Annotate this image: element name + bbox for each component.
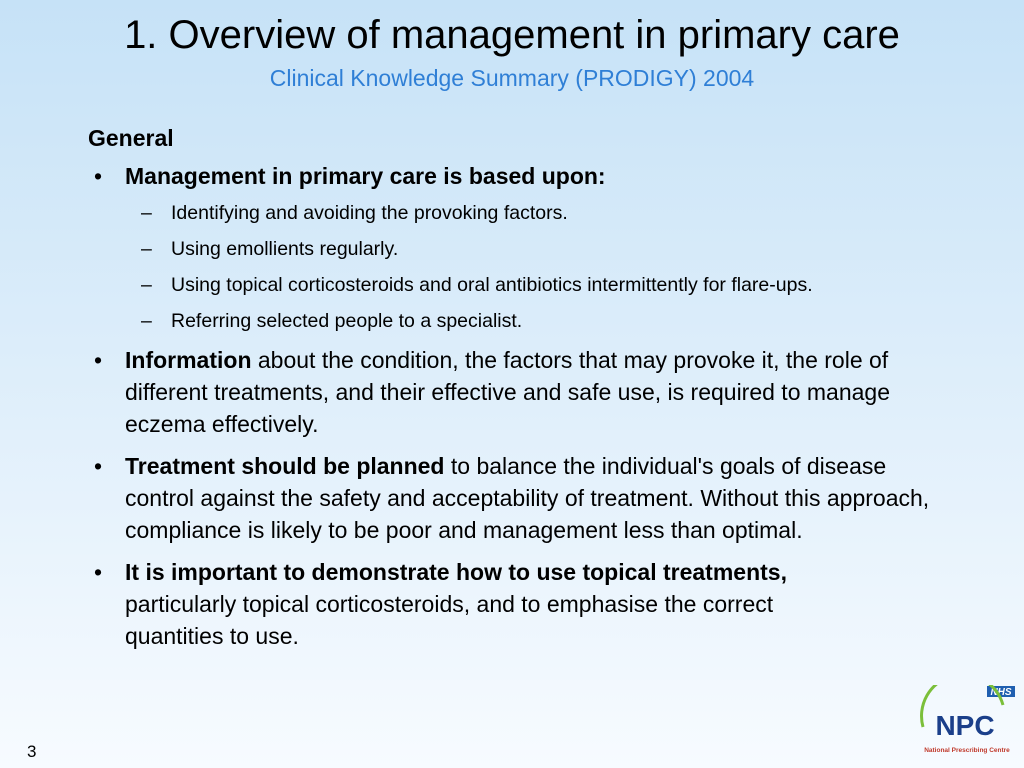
bullet-text: to balance the individual's goals of disease control against the safety and acceptability of treatment. Without this approach, compliance is likely to be poor and management less than optimal. — [125, 453, 930, 543]
bullet-bold-text: Information — [125, 347, 252, 373]
subitem-corticosteroids — [88, 270, 931, 300]
subitem-emollients — [88, 234, 948, 264]
bullet-item-management — [88, 160, 948, 192]
subitem-text: Using topical corticosteroids and oral antibiotics intermittently for flare-ups. — [171, 274, 813, 296]
nhs-badge-text: NHS — [990, 687, 1012, 698]
bullet-bold-text: It is important to demonstrate how to use topical treatments, — [125, 559, 787, 585]
slide-title: 1. Overview of management in primary care — [124, 13, 900, 57]
bullet-marker: • — [93, 347, 103, 373]
slide-content — [88, 122, 948, 652]
bullet-bold-text: Management in primary care is based upon: — [125, 163, 606, 189]
section-heading: General — [88, 125, 174, 151]
bullet-bold-text: Treatment should be planned — [125, 453, 445, 479]
dash-marker: – — [141, 238, 152, 260]
npc-logo — [917, 685, 1019, 757]
subitem-provoking-factors — [88, 198, 948, 228]
npc-full-name: National Prescribing Centre — [924, 747, 1010, 754]
dash-marker: – — [141, 274, 152, 296]
dash-marker: – — [141, 310, 152, 332]
subitem-text: Referring selected people to a specialist. — [171, 310, 523, 332]
page-number: 3 — [27, 742, 37, 761]
subitem-referring — [88, 306, 948, 336]
slide-subtitle: Clinical Knowledge Summary (PRODIGY) 2004 — [269, 65, 755, 91]
bullet-text: particularly topical corticosteroids, and to emphasise the correct quantities to use. — [125, 591, 774, 649]
bullet-item-information — [88, 344, 945, 440]
bullet-text: about the condition, the factors that may provoke it, the role of different treatments, and their effective and safe use, is required to manage eczema effectively. — [125, 347, 890, 437]
bullet-item-demonstrate — [88, 556, 845, 652]
bullet-marker: • — [93, 163, 103, 189]
bullet-marker: • — [93, 453, 103, 479]
subitem-text: Identifying and avoiding the provoking factors. — [171, 202, 568, 224]
bullet-marker: • — [93, 559, 103, 585]
dash-marker: – — [141, 202, 152, 224]
bullet-item-treatment-planned — [88, 450, 945, 546]
npc-acronym: NPC — [935, 710, 995, 741]
npc-logo-graphic — [917, 685, 1019, 757]
subitem-text: Using emollients regularly. — [171, 238, 399, 260]
